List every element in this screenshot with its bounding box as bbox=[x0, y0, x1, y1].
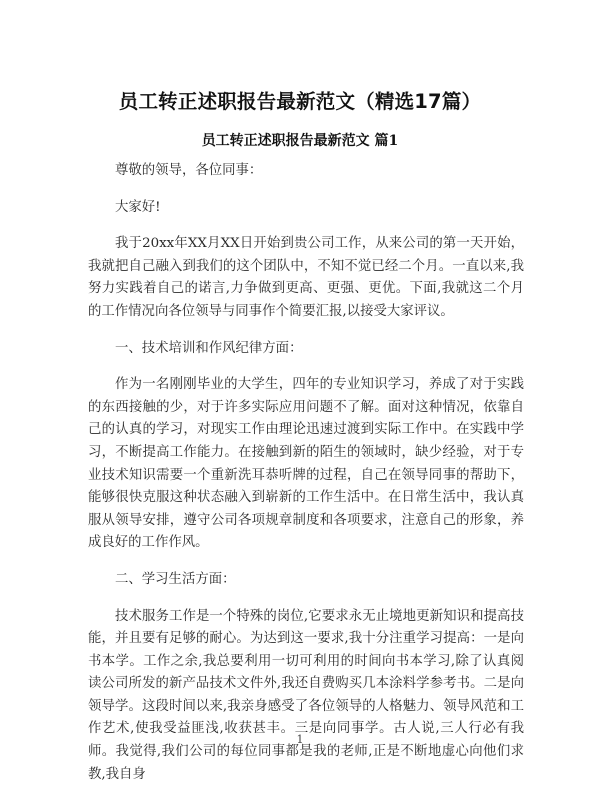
technical-training-paragraph: 作为一名刚刚毕业的大学生，四年的专业知识学习，养成了对于实践的东西接触的少，对于许多实际应用问题不了解。面对这种情况，依靠自己的认真的学习，对现实工作由理论迅速过渡到实际工作中。在实践中学习，不断提高工作能力。在接触到新的陌生的领域时，缺少经验，对于专业技术知识需要一个重新洗耳恭听牌的过程，自己在领导同事的帮助下，能够很快克服这种状态融入到崭新的工作生活中。在日常生活中，我认真服从领导安排，遵守公司各项规章制度和各项要求，注意自己的形象，养成良好的工作作风。 bbox=[88, 377, 524, 551]
greeting: 大家好! bbox=[115, 199, 161, 215]
section-heading-technical-training: 一、技术培训和作风纪律方面： bbox=[115, 340, 303, 356]
document-body bbox=[88, 160, 524, 800]
salutation: 尊敬的领导，各位同事： bbox=[115, 163, 263, 178]
study-life-paragraph: 技术服务工作是一个特殊的岗位,它要求永无止境地更新知识和提高技能，并且要有足够的耐心。为达到这一要求,我十分注重学习提高：一是向书本学。工作之余,我总要利用一切可利用的时间向书本学习,除了认真阅读公司所发的新产品技术文件外,我还自费购买几本涂料学参考书。二是向领导学。这段时间以来,我亲身感受了各位领导的人格魅力、领导风范和工作艺术,使我受益匪浅,收获甚丰。三是向同事学。古人说,三人行必有我师。我觉得,我们公司的每位同事都是我的老师,正是不断地虚心向他们求教,我自身 bbox=[88, 608, 524, 782]
document-title: 员工转正述职报告最新范文（精选17篇） bbox=[118, 90, 482, 113]
page-number: 1 bbox=[296, 733, 304, 746]
section-heading: 员工转正述职报告最新范文 篇1 bbox=[201, 133, 399, 149]
intro-paragraph: 我于20xx年XX月XX日开始到贵公司工作，从来公司的第一天开始，我就把自己融入到我们的这个团队中，不知不觉已经二个月。一直以来,我努力实践着自己的诺言,力争做到更高、更强、更优。下面,我就这二个月的工作情况向各位领导与同事作个简要汇报,以接受大家评议。 bbox=[88, 236, 524, 319]
section-heading-study-life: 二、学习生活方面： bbox=[115, 571, 236, 587]
